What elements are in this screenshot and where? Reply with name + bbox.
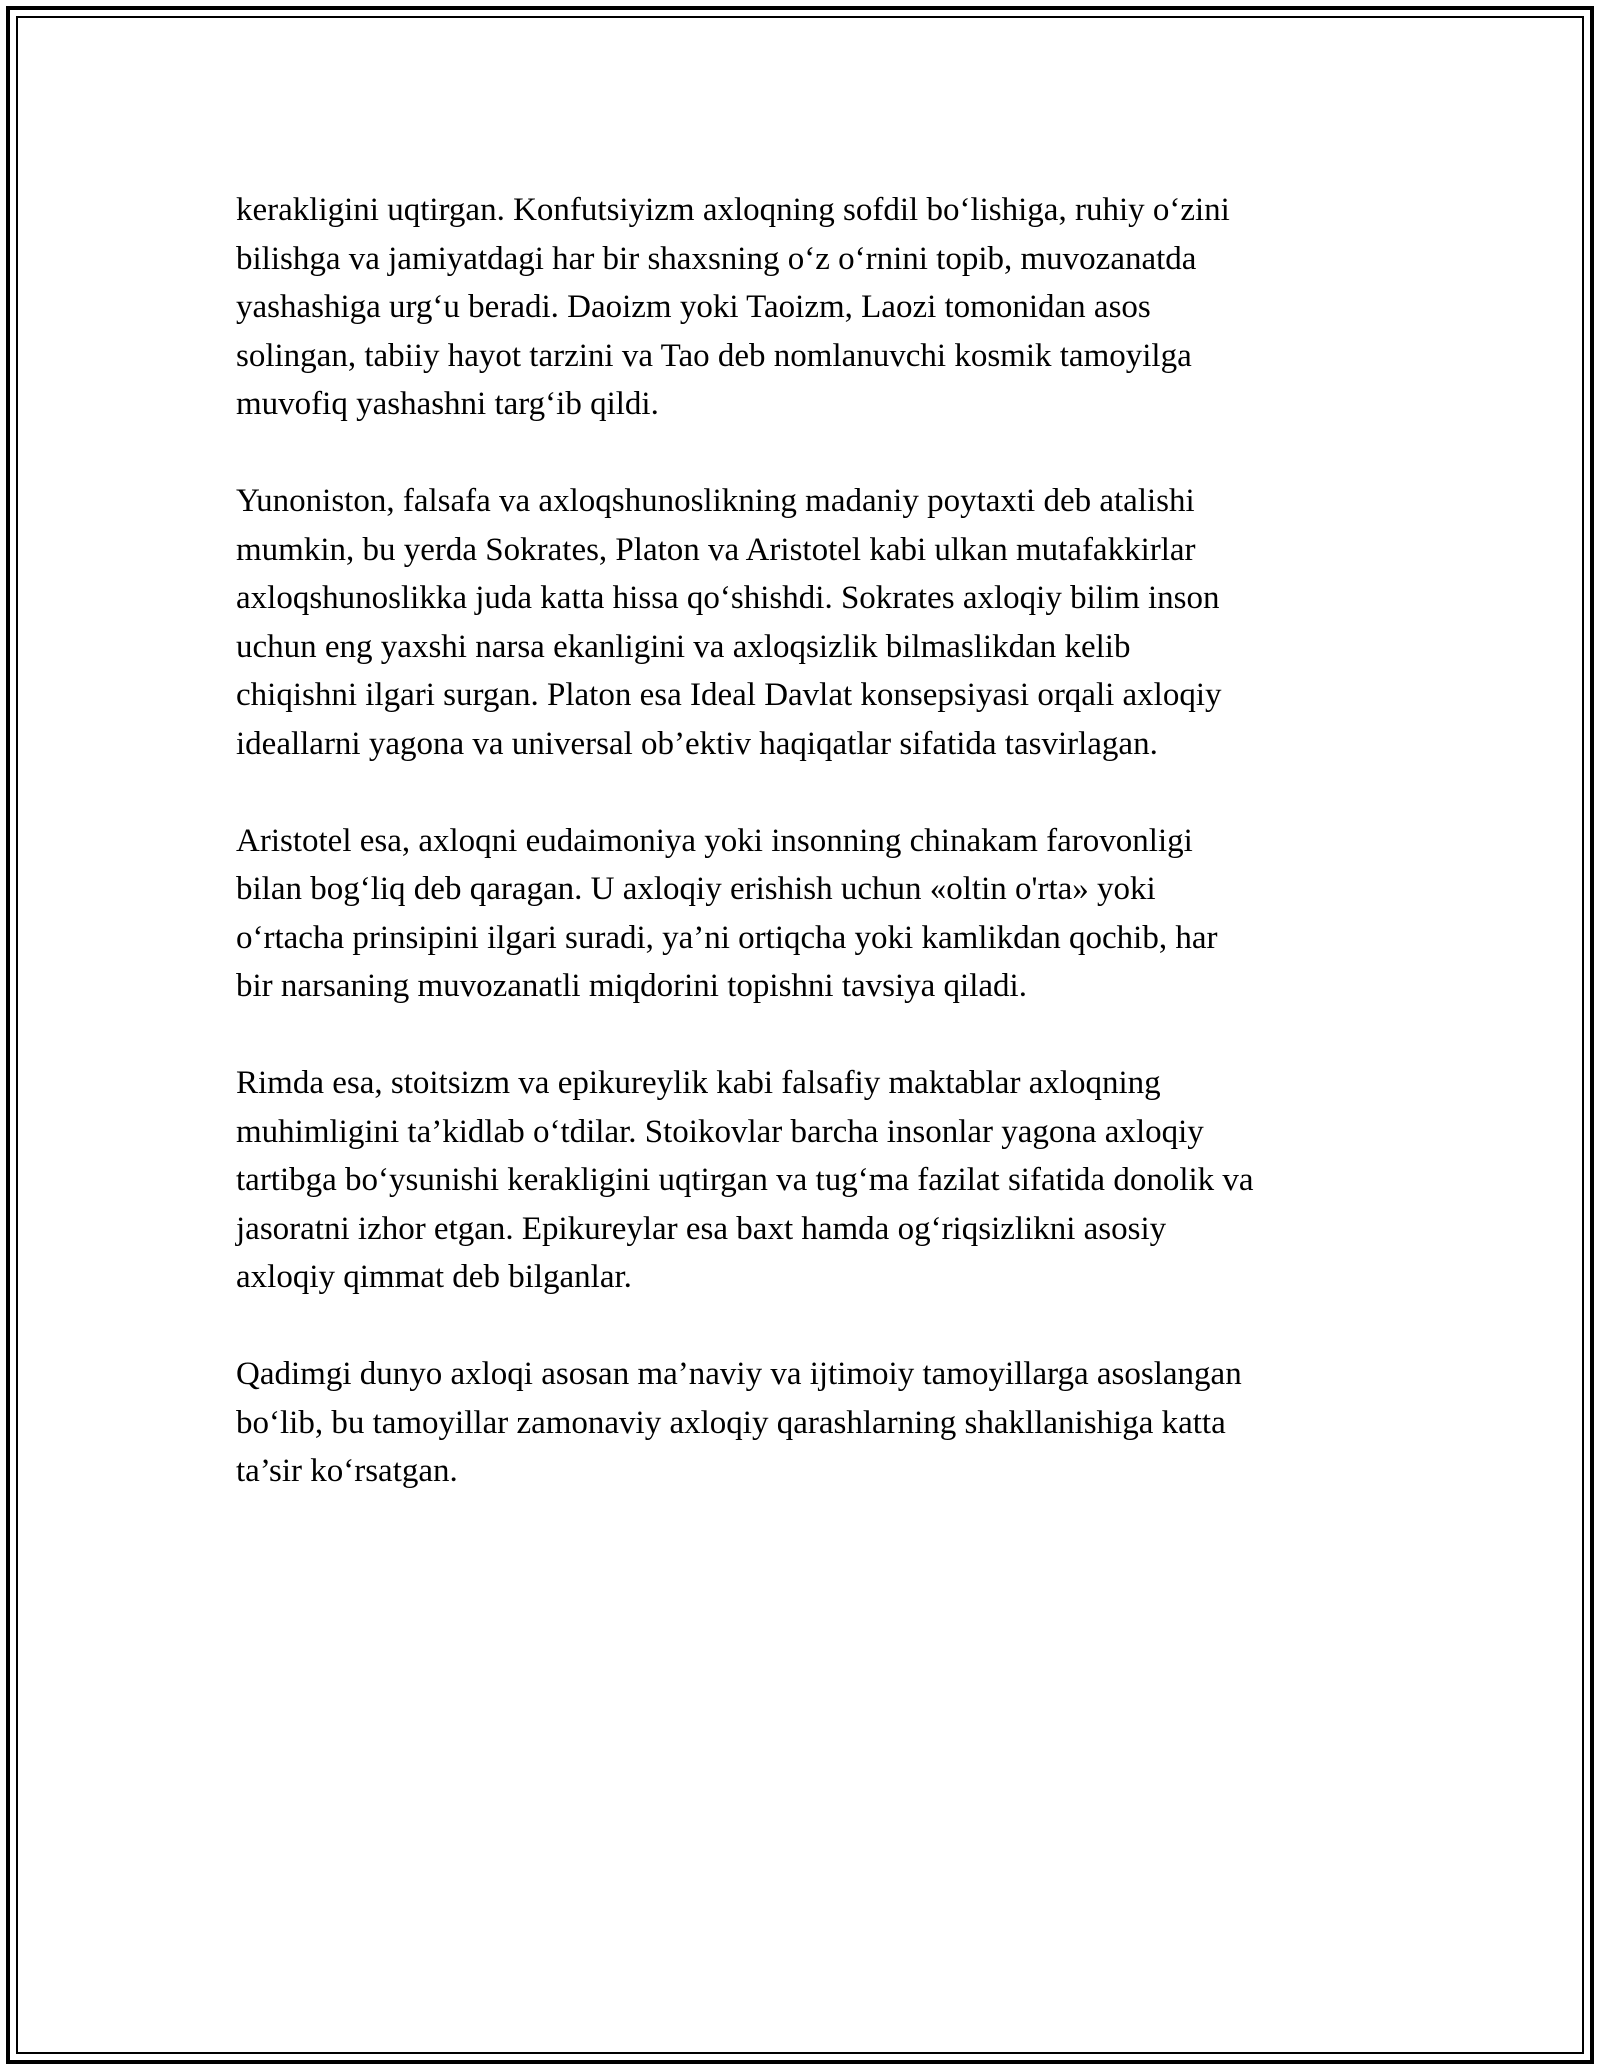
paragraph-line: Qadimgi dunyo axloqi asosan ma’naviy va ijtimoiy tamoyillarga asoslangan: [236, 1356, 1242, 1392]
paragraph-1: [236, 186, 1376, 429]
paragraph-line: jasoratni izhor etgan. Epikureylar esa baxt hamda og‘riqsizlikni asosiy: [236, 1210, 1167, 1247]
paragraph-line: o‘rtacha prinsipini ilgari suradi, ya’ni ortiqcha yoki kamlikdan qochib, har: [236, 919, 1218, 956]
paragraph-line: bilishga va jamiyatdagi har bir shaxsning o‘z o‘rnini topib, muvozanatda: [236, 240, 1197, 277]
paragraph-line: mumkin, bu yerda Sokrates, Platon va Aristotel kabi ulkan mutafakkirlar: [236, 531, 1196, 568]
paragraph-line: muvofiq yashashni targ‘ib qildi.: [236, 386, 659, 422]
paragraph-line: chiqishni ilgari surgan. Platon esa Ideal Davlat konsepsiyasi orqali axloqiy: [236, 677, 1222, 713]
paragraph-line: bir narsaning muvozanatli miqdorini topishni tavsiya qiladi.: [236, 968, 1027, 1004]
paragraph-2: [236, 477, 1376, 768]
paragraph-line: bo‘lib, bu tamoyillar zamonaviy axloqiy qarashlarning shakllanishiga katta: [236, 1404, 1226, 1441]
paragraph-line: tartibga bo‘ysunishi kerakligini uqtirgan va tug‘ma fazilat sifatida donolik va: [236, 1162, 1254, 1198]
paragraph-3: [236, 817, 1376, 1011]
paragraph-line: solingan, tabiiy hayot tarzini va Tao deb nomlanuvchi kosmik tamoyilga: [236, 337, 1192, 374]
paragraph-line: muhimligini ta’kidlab o‘tdilar. Stoikovlar barcha insonlar yagona axloqiy: [236, 1113, 1204, 1150]
paragraph-line: axloqshunoslikka juda katta hissa qo‘shishdi. Sokrates axloqiy bilim inson: [236, 580, 1220, 616]
paragraph-line: Aristotel esa, axloqni eudaimoniya yoki insonning chinakam farovonligi: [236, 822, 1193, 859]
paragraph-line: ta’sir ko‘rsatgan.: [236, 1453, 458, 1489]
paragraph-line: ideallarni yagona va universal ob’ektiv haqiqatlar sifatida tasvirlagan.: [236, 725, 1158, 762]
paragraph-line: uchun eng yaxshi narsa ekanligini va axloqsizlik bilmaslikdan kelib: [236, 628, 1131, 665]
paragraph-line: Yunoniston, falsafa va axloqshunoslikning madaniy poytaxti deb atalishi: [236, 483, 1195, 519]
paragraph-line: Rimda esa, stoitsizm va epikureylik kabi falsafiy maktablar axloqning: [236, 1065, 1161, 1101]
paragraph-line: yashashiga urg‘u beradi. Daoizm yoki Taoizm, Laozi tomonidan asos: [236, 289, 1151, 325]
paragraph-4: [236, 1059, 1376, 1302]
paragraph-line: kerakligini uqtirgan. Konfutsiyizm axloqning sofdil bo‘lishiga, ruhiy o‘zini: [236, 192, 1230, 228]
paragraph-line: bilan bog‘liq deb qaragan. U axloqiy erishish uchun «oltin o'rta» yoki: [236, 871, 1156, 907]
document-body: [236, 186, 1376, 1544]
paragraph-5: [236, 1350, 1376, 1496]
paragraph-line: axloqiy qimmat deb bilganlar.: [236, 1259, 632, 1295]
